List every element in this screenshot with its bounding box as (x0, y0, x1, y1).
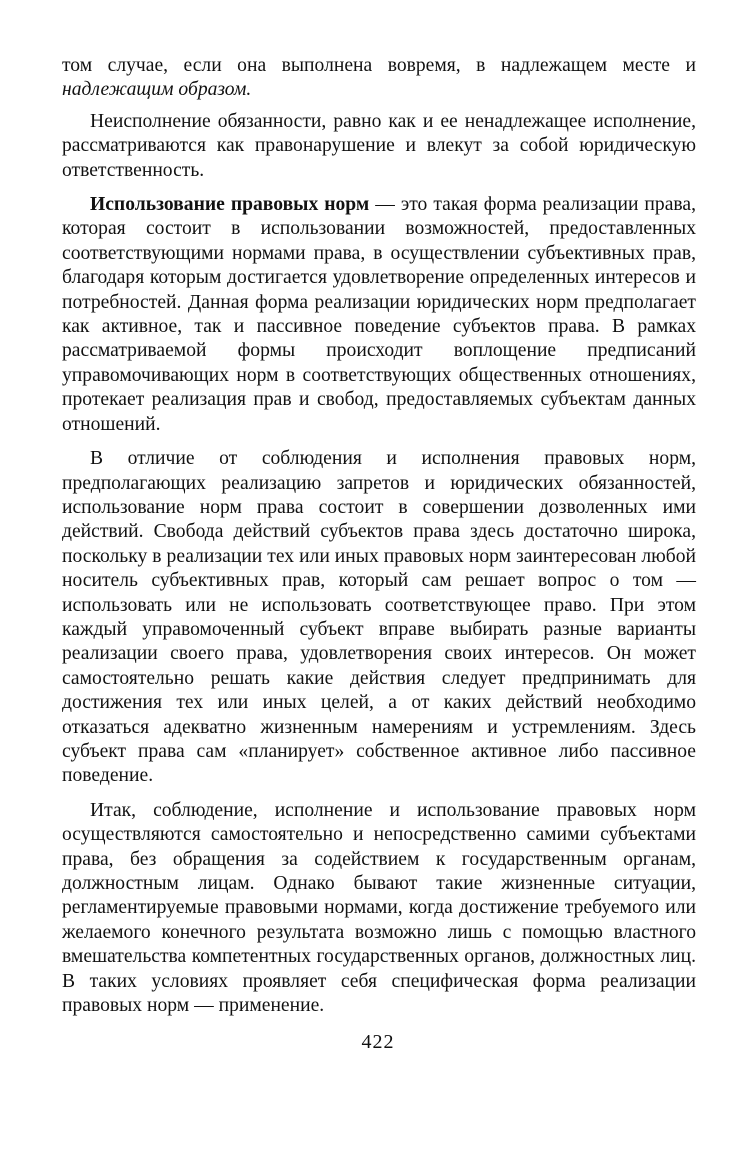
page-number: 422 (361, 1031, 395, 1053)
paragraph-4 (62, 447, 696, 789)
paragraph-1-emphasis: надлежащим образом. (62, 79, 252, 101)
term-use-of-legal-norms: Использование правовых норм (90, 194, 370, 216)
paragraph-3 (62, 193, 696, 437)
page-body (62, 54, 696, 1018)
paragraph-1-text: том случае, если она выполнена вовремя, в надлежащем месте и (62, 55, 696, 76)
paragraph-5 (62, 799, 696, 1019)
paragraph-4-text: В отличие от соблюдения и исполнения правовых норм, предполагающих реализацию запретов и юридических обязанностей, использование норм права состоит в совершении дозволенных ими действий. Свобода действий субъектов права здесь достаточно широка, поскольку в реализации тех или иных правовых норм заинтересован любой носитель субъективных прав, который сам решает вопрос о том — использовать или не использовать соответствующее право. При этом каждый управомоченный субъект вправе выбирать разные варианты реализации своего права, удовлетворения своих интересов. Он может самостоятельно решать какие действия следует предпринимать для достижения тех или иных целей, а от каких действий необходимо отказаться адекватно жизненным намерениям и устремлениям. Здесь субъект права сам «планирует» собственное активное либо пассивное поведение. (62, 448, 696, 787)
paragraph-3-text: — это такая форма реализации права, которая состоит в использовании возможностей, предоставленных соответствующими нормами права, в осуществлении субъективных прав, благодаря которым достигается удовлетворение определенных интересов и потребностей. Данная форма реализации юридических норм предполагает как активное, так и пассивное поведение субъектов права. В рамках рассматриваемой формы происходит воплощение предписаний управомочивающих норм в соответствующих общественных отношениях, протекает реализация прав и свобод, предоставляемых субъектам данных отношений. (62, 194, 696, 435)
paragraph-5-text: Итак, соблюдение, исполнение и использование правовых норм осуществляются самостоятельно и непосредственно самими субъектами права, без обращения за содействием к государственным органам, должностным лицам. Однако бывают такие жизненные ситуации, регламентируемые правовыми нормами, когда достижение требуемого или желаемого конечного результата возможно лишь с помощью властного вмешательства компетентных государственных органов, должностных лиц. В таких условиях проявляет себя специфическая форма реализации правовых норм — применение. (62, 799, 696, 1017)
paragraph-1 (62, 54, 696, 103)
paragraph-2 (62, 110, 696, 183)
paragraph-2-text: Неисполнение обязанности, равно как и ее ненадлежащее исполнение, рассматриваются как правонарушение и влекут за собой юридическую ответственность. (62, 110, 696, 181)
